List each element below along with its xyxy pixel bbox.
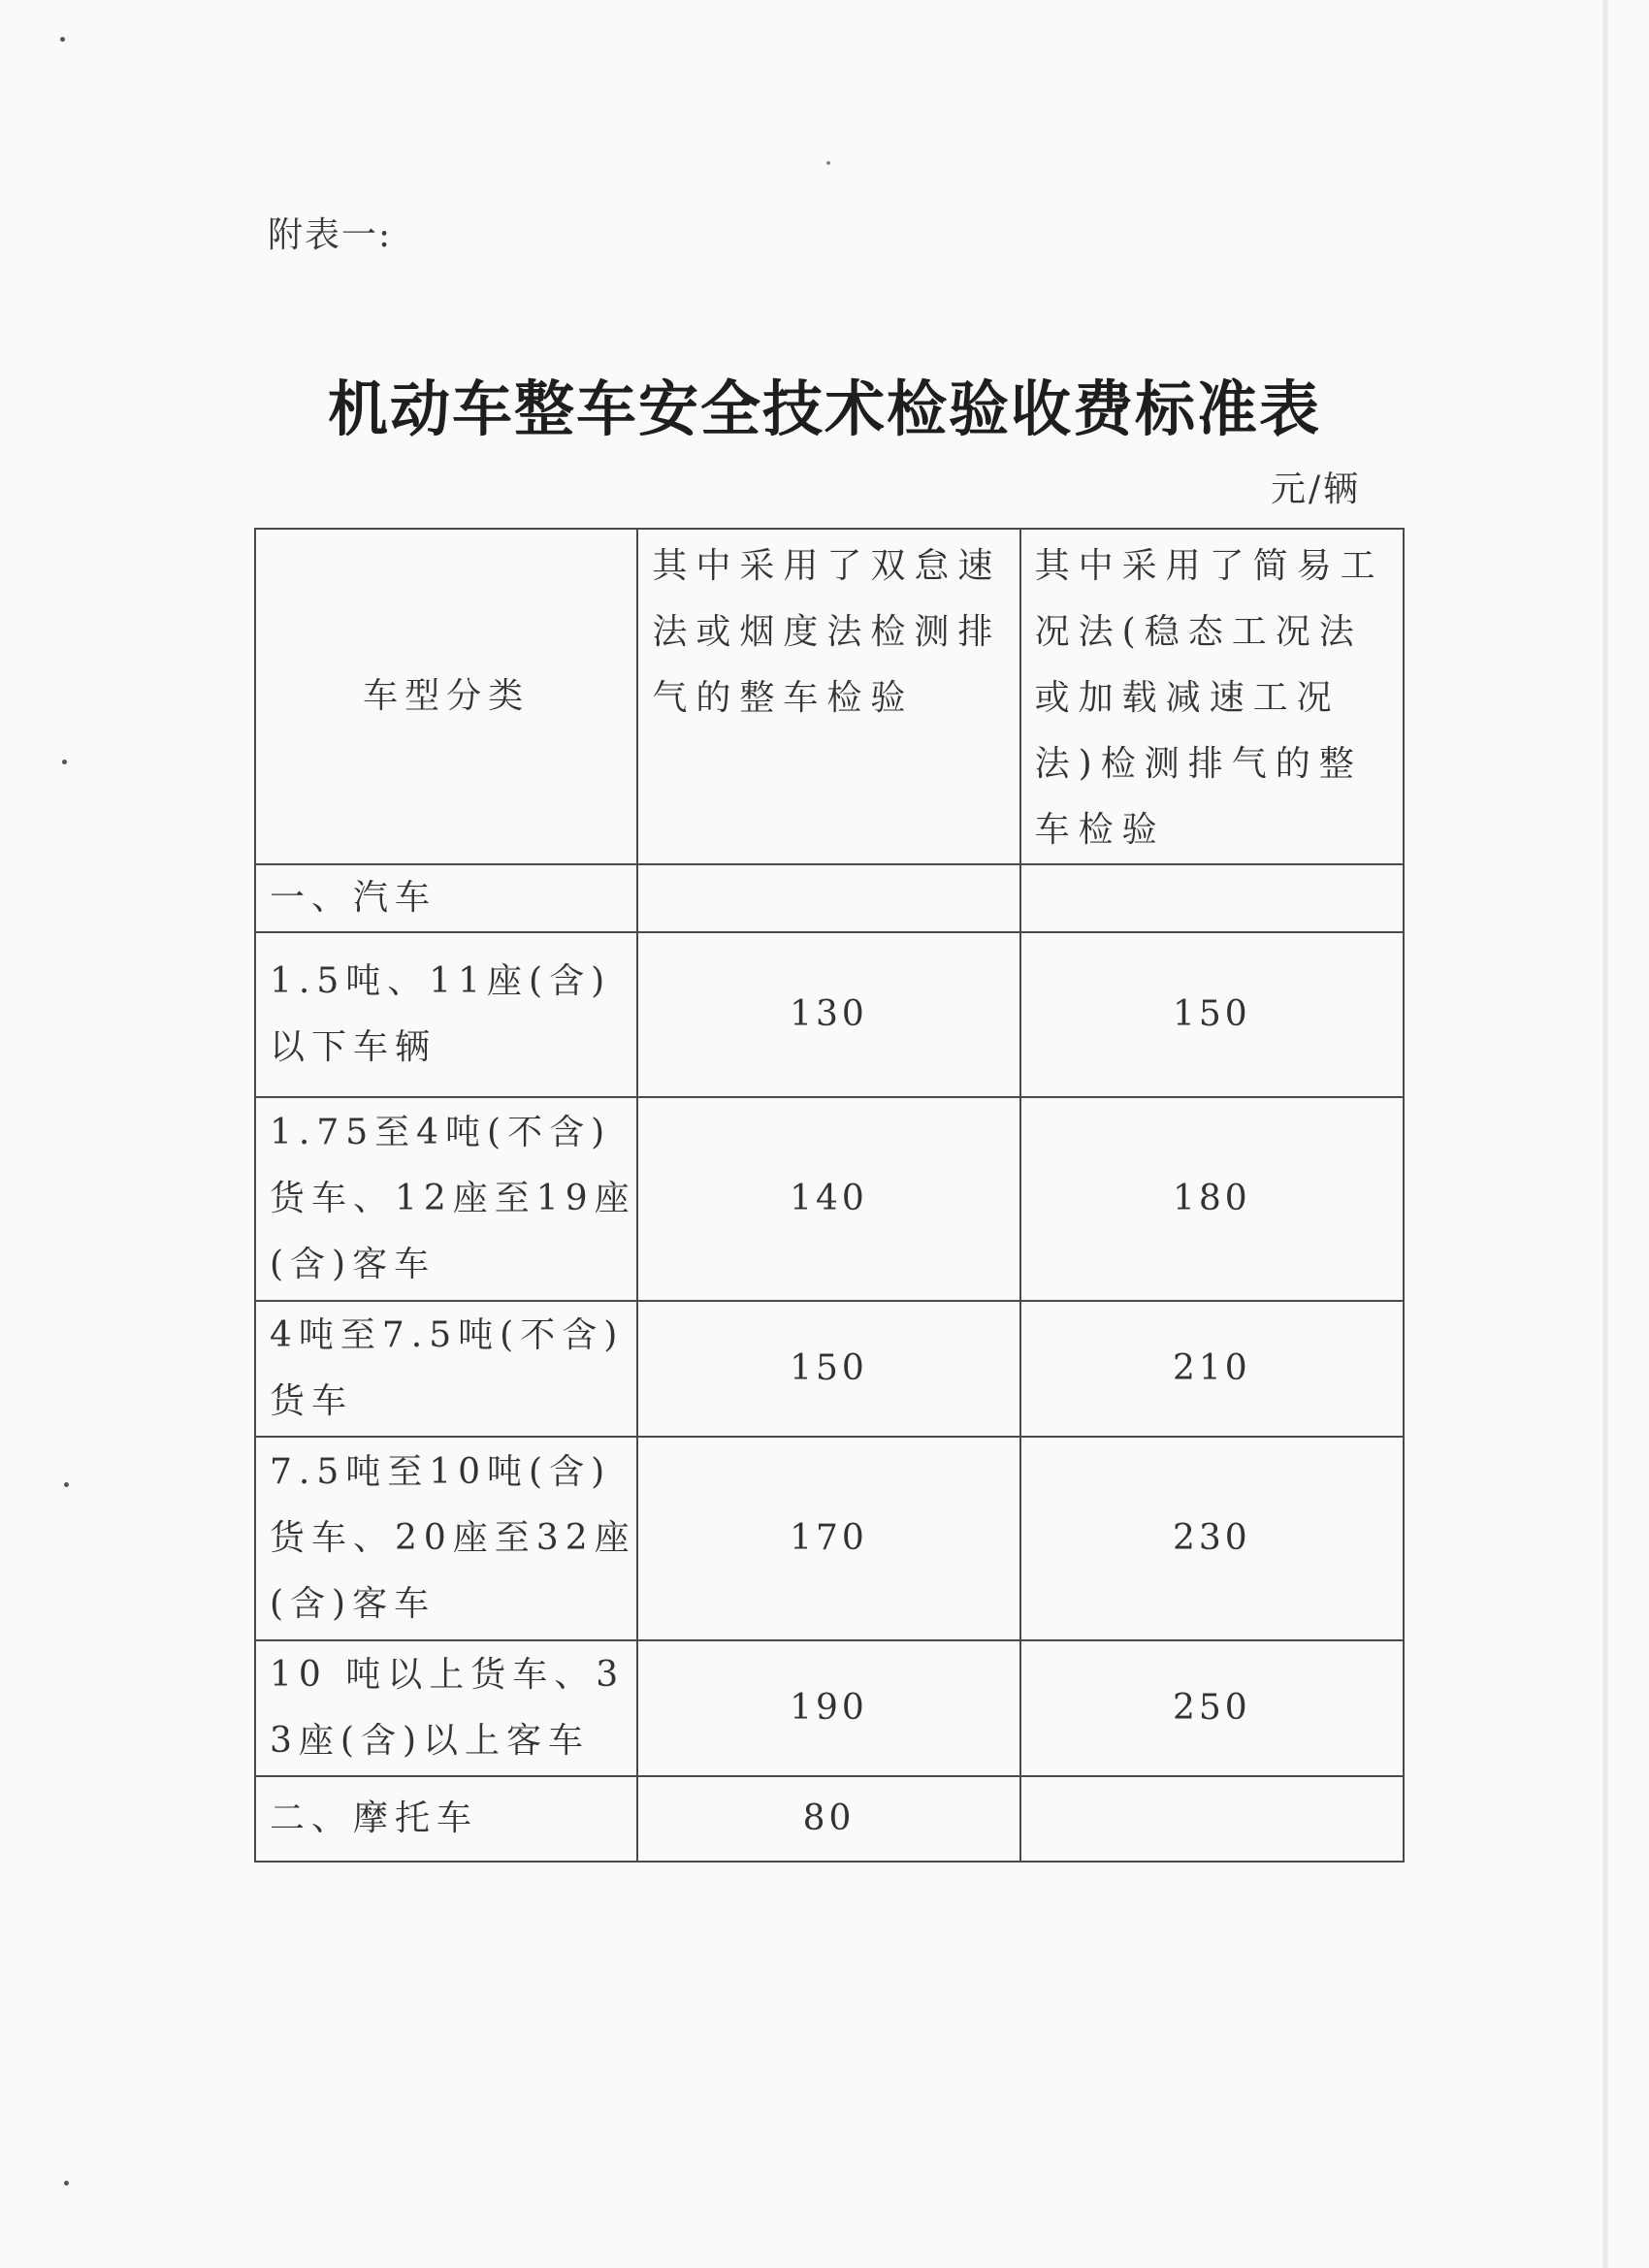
simple-condition-fee-cell: 210 bbox=[1020, 1301, 1404, 1437]
table-row bbox=[255, 1301, 1404, 1437]
table-row bbox=[255, 1640, 1404, 1776]
simple-condition-fee-cell: 230 bbox=[1020, 1437, 1404, 1640]
section-label: 二、摩托车 bbox=[255, 1776, 637, 1862]
simple-condition-fee-cell: 180 bbox=[1020, 1097, 1404, 1301]
table-cell-empty bbox=[1020, 864, 1404, 932]
section-label: 一、汽车 bbox=[255, 864, 637, 932]
unit-label: 元/辆 bbox=[1271, 470, 1362, 509]
header-vehicle-type: 车型分类 bbox=[255, 529, 637, 864]
idle-smoke-fee-cell: 190 bbox=[637, 1640, 1019, 1776]
table-row bbox=[255, 1097, 1404, 1301]
simple-condition-fee-cell: 250 bbox=[1020, 1640, 1404, 1776]
vehicle-category-cell: 7.5吨至10吨(含)货车、20座至32座(含)客车 bbox=[255, 1437, 637, 1640]
idle-smoke-fee-cell: 150 bbox=[637, 1301, 1019, 1437]
idle-smoke-fee-cell: 130 bbox=[637, 932, 1019, 1097]
table-cell-empty bbox=[637, 864, 1019, 932]
scan-edge-shadow bbox=[1602, 0, 1608, 2268]
page-title: 机动车整车安全技术检验收费标准表 bbox=[327, 373, 1321, 444]
scan-speck bbox=[62, 760, 67, 764]
table-row bbox=[255, 932, 1404, 1097]
section-row-motorcycle bbox=[255, 1776, 1404, 1862]
table-row bbox=[255, 1437, 1404, 1640]
scan-speck bbox=[64, 1482, 69, 1487]
idle-smoke-fee-cell: 140 bbox=[637, 1097, 1019, 1301]
vehicle-category-cell: 4吨至7.5吨(不含)货车 bbox=[255, 1301, 637, 1437]
header-simple-condition-method: 其中采用了简易工况法(稳态工况法或加载减速工况法)检测排气的整车检验 bbox=[1020, 529, 1404, 864]
scan-speck bbox=[60, 37, 65, 42]
idle-smoke-fee-cell: 80 bbox=[637, 1776, 1019, 1862]
header-idle-smoke-method: 其中采用了双怠速法或烟度法检测排气的整车检验 bbox=[637, 529, 1019, 864]
attachment-label: 附表一: bbox=[268, 215, 393, 255]
vehicle-category-cell: 1.75至4吨(不含)货车、12座至19座(含)客车 bbox=[255, 1097, 637, 1301]
simple-condition-fee-cell bbox=[1020, 1776, 1404, 1862]
table-header-row bbox=[255, 529, 1404, 864]
scan-speck bbox=[826, 161, 830, 165]
scan-speck bbox=[64, 2181, 69, 2186]
idle-smoke-fee-cell: 170 bbox=[637, 1437, 1019, 1640]
section-row-car bbox=[255, 864, 1404, 932]
vehicle-category-cell: 1.5吨、11座(含)以下车辆 bbox=[255, 932, 637, 1097]
simple-condition-fee-cell: 150 bbox=[1020, 932, 1404, 1097]
fee-table bbox=[254, 528, 1405, 1863]
vehicle-category-cell: 10 吨以上货车、33座(含)以上客车 bbox=[255, 1640, 637, 1776]
